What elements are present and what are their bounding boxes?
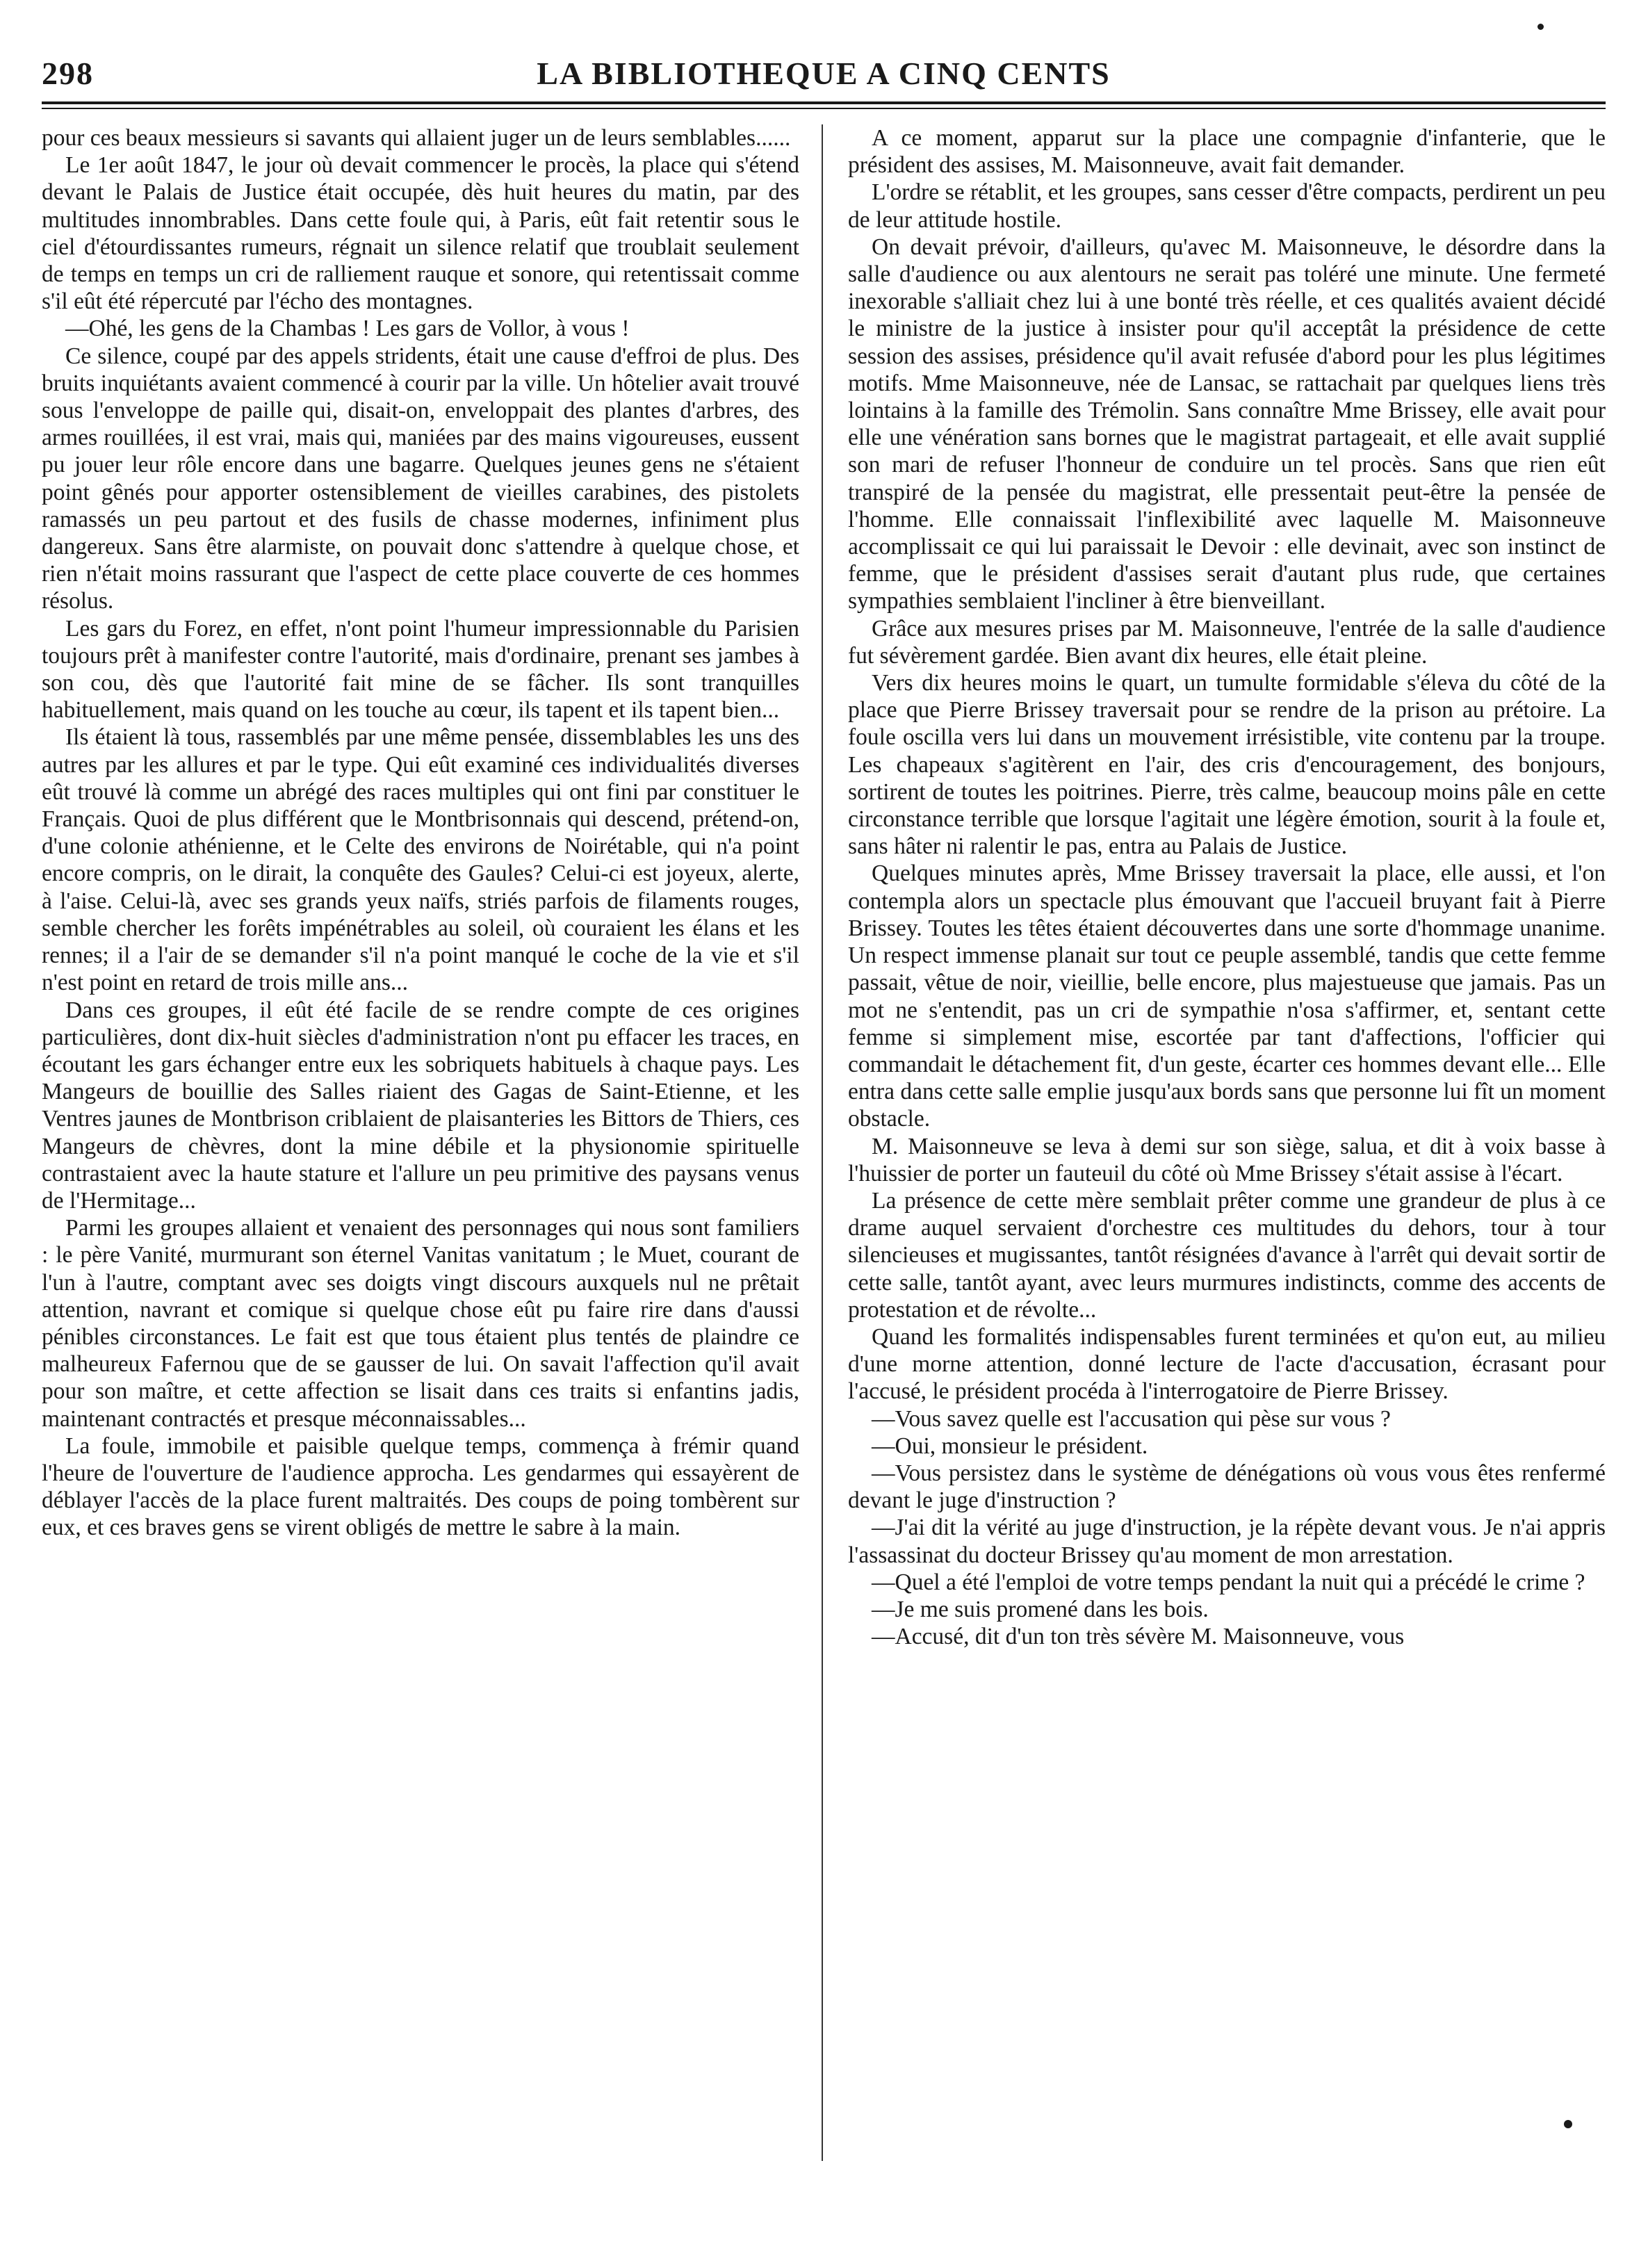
book-page	[42, 42, 1606, 2224]
paragraph: —Ohé, les gens de la Chambas ! Les gars de Vollor, à vous !	[65, 316, 630, 342]
paragraph: Parmi les groupes allaient et venaient des personnages qui nous sont familiers : le père Vanité, murmurant son éternel Vanitas vanitatum ; le Muet, courant de l'un à l'autre, comptant avec ses doigts vingt discours auxquels nul ne prêtait attention, navrant et comique si quelque chose eût pu faire rire dans d'aussi pénibles circonstances. Le fait est que tous étaient plus tentés de plaindre ce malheureux Fafernou que de se gausser de lui. On savait l'affection qu'il avait pour son maître, et cette affection se lisait dans ces traits si enfantins jadis, maintenant contractés et presque méconnaissables...	[42, 1215, 799, 1432]
column-divider	[822, 124, 823, 2161]
paragraph: Quand les formalités indispensables furent terminées et qu'on eut, au milieu d'une morne attention, donné lecture de l'acte d'accusation, écrasant pour l'accusé, le président procéda à l'interrogatoire de Pierre Brissey.	[848, 1323, 1606, 1405]
page-number: 298	[42, 56, 94, 91]
paragraph: —Oui, monsieur le président.	[872, 1433, 1148, 1459]
page-header	[42, 42, 1606, 92]
paragraph: Le 1er août 1847, le jour où devait commencer le procès, la place qui s'étend devant le Palais de Justice était occupée, dès huit heures du matin, par des multitudes innombrables. Dans cette foule qui, à Paris, eût fait retentir sous le ciel d'étourdissantes rumeurs, régnait un silence relatif que troublait seulement de temps en temps un cri de ralliement rauque et sonore, qui retentissait comme s'il eût été répercuté par l'écho des montagnes.	[42, 152, 799, 315]
paragraph: On devait prévoir, d'ailleurs, qu'avec M. Maisonneuve, le désordre dans la salle d'audience ou aux alentours ne serait pas toléré une minute. Une fermeté inexorable s'alliait chez lui à une bonté très réelle, et ces qualités avaient décidé le ministre de la justice à insister pour qu'il acceptât la présidence de cette session des assises, présidence qu'il avait refusée d'abord pour les plus légitimes motifs. Mme Maisonneuve, née de Lansac, se rattachait par quelques liens très lointains à la famille des Trémolin. Sans connaître Mme Brissey, elle avait pour elle une vénération sans bornes que le magistrat partageait, et elle avait supplié son mari de refuser l'honneur de conduire un tel procès. Sans que rien eût transpiré de la pensée du magistrat, elle pressentait peut-être la pensée de l'homme. Elle connaissait l'inflexibilité avec laquelle M. Maisonneuve accomplissait ce qui lui paraissait le Devoir : elle devinait, avec son instinct de femme, que le président d'assises serait d'autant plus rude, que certaines sympathies semblaient l'incliner à être bienveillant.	[848, 234, 1606, 614]
paragraph: L'ordre se rétablit, et les groupes, sans cesser d'être compacts, perdirent un peu de leur attitude hostile.	[848, 179, 1606, 233]
paragraph: Dans ces groupes, il eût été facile de se rendre compte de ces origines particulières, dont dix-huit siècles d'administration n'ont pu effacer les traces, en écoutant les gars échanger entre eux les sobriquets habituels à chaque pays. Les Mangeurs de bouillie des Salles riaient des Gagas de Saint-Etienne, et les Ventres jaunes de Montbrison criblaient de plaisanteries les Bittors de Thiers, ces Mangeurs de chèvres, dont la mine débile et la physionomie spirituelle contrastaient avec la haute stature et l'allure un peu primitive des paysans venus de l'Hermitage...	[42, 997, 799, 1214]
paragraph: —J'ai dit la vérité au juge d'instruction, je la répète devant vous. Je n'ai appris l'assassinat du docteur Brissey qu'au moment de mon arrestation.	[848, 1515, 1606, 1568]
paragraph: —Je me suis promené dans les bois.	[872, 1596, 1209, 1622]
right-column	[848, 124, 1606, 2210]
paragraph: Ils étaient là tous, rassemblés par une même pensée, dissemblables les uns des autres par les allures et par le type. Qui eût examiné ces individualités diverses eût trouvé là comme un abrégé des races multiples qui ont fini par constituer le Français. Quoi de plus différent que le Montbrisonnais qui descend, prétend-on, d'une colonie athénienne, et le Celte des environs de Noirétable, qui n'a point encore compris, on le dirait, la conquête des Gaules? Celui-ci est joyeux, alerte, à l'aise. Celui-là, avec ses grands yeux naïfs, striés parfois de filaments rouges, semble chercher les forêts impénétrables au soleil, où couraient les élans et les rennes; il a l'air de se demander s'il n'a point manqué le coche de la vie et s'il n'est point en retard de trois mille ans...	[42, 724, 799, 996]
paragraph: —Vous savez quelle est l'accusation qui pèse sur vous ?	[872, 1405, 1391, 1432]
text-columns	[42, 124, 1606, 2210]
paragraph: La foule, immobile et paisible quelque temps, commença à frémir quand l'heure de l'ouverture de l'audience approcha. Les gendarmes qui essayèrent de déblayer l'accès de la place furent maltraités. Des coups de poing tombèrent sur eux, et ces braves gens se virent obligés de mettre le sabre à la main.	[42, 1433, 799, 1541]
paragraph: La présence de cette mère semblait prêter comme une grandeur de plus à ce drame auquel servaient d'orchestre ces multitudes du dehors, tour à tour silencieuses et mugissantes, tantôt résignées d'avance à l'arrêt qui devait sortir de cette salle, tantôt ayant, avec leurs murmures indistincts, comme des accents de protestation et de révolte...	[848, 1187, 1606, 1323]
paragraph: pour ces beaux messieurs si savants qui allaient juger un de leurs semblables......	[42, 125, 791, 151]
left-column	[42, 124, 799, 2210]
print-speck	[1564, 2120, 1572, 2128]
paragraph: Ce silence, coupé par des appels stridents, était une cause d'effroi de plus. Des bruits inquiétants avaient commencé à courir par la ville. Un hôtelier avait trouvé sous l'enveloppe de paille qui, disait-on, enveloppait des plantes d'arbres, des armes rouillées, il est vrai, mais qui, maniées par des mains vigoureuses, eussent pu jouer leur rôle encore dans une bagarre. Quelques jeunes gens ne s'étaient point gênés pour apporter ostensiblement de vieilles carabines, des pistolets ramassés un peu partout et des fusils de chasse modernes, infiniment plus dangereux. Sans être alarmiste, on pouvait donc s'attendre à quelque chose, et rien n'était moins rassurant que l'aspect de cette place couverte de ces hommes résolus.	[42, 343, 799, 614]
paragraph: Quelques minutes après, Mme Brissey traversait la place, elle aussi, et l'on contempla alors un spectacle plus émouvant que l'accueil bruyant fait à Pierre Brissey. Toutes les têtes étaient découvertes dans une sorte d'hommage unanime. Un respect immense planait sur tout ce peuple assemblé, tandis que cette femme passait, vêtue de noir, vieillie, belle encore, plus majestueuse que jamais. Pas un mot ne s'entendit, pas un cri de sympathie n'osa s'affirmer, et, sentant cette femme si simplement mise, escortée par tant d'affections, l'officier qui commandait le détachement fit, d'un geste, écarter ces hommes devant elle... Elle entra dans cette salle emplie jusqu'aux bords sans que personne lui fît un moment obstacle.	[848, 860, 1606, 1132]
paragraph: Vers dix heures moins le quart, un tumulte formidable s'éleva du côté de la place que Pierre Brissey traversait pour se rendre de la prison au prétoire. La foule oscilla vers lui dans un mouvement irrésistible, vite contenu par la troupe. Les chapeaux s'agitèrent en l'air, des cris d'encouragement, des bonjours, sortirent de toutes les poitrines. Pierre, très calme, beaucoup moins pâle en cette circonstance terrible que lorsque l'agitait une légère émotion, sourit à la foule et, sans hâter ni ralentir le pas, entra au Palais de Justice.	[848, 670, 1606, 860]
running-title: LA BIBLIOTHEQUE A CINQ CENTS	[537, 56, 1111, 91]
paragraph: Les gars du Forez, en effet, n'ont point l'humeur impressionnable du Parisien toujours prêt à manifester contre l'autorité, mais d'ordinaire, prenant ses jambes à son cou, dès que l'autorité fait mine de se fâcher. Ils sont tranquilles habituellement, mais quand on les touche au cœur, ils tapent et ils tapent bien...	[42, 615, 799, 724]
paragraph: A ce moment, apparut sur la place une compagnie d'infanterie, que le président des assises, M. Maisonneuve, avait fait demander.	[848, 125, 1606, 179]
paragraph: M. Maisonneuve se leva à demi sur son siège, salua, et dit à voix basse à l'huissier de porter un fauteuil du côté où Mme Brissey s'était assise à l'écart.	[848, 1133, 1606, 1186]
paragraph: —Accusé, dit d'un ton très sévère M. Maisonneuve, vous	[872, 1624, 1405, 1650]
paragraph: —Quel a été l'emploi de votre temps pendant la nuit qui a précédé le crime ?	[872, 1569, 1585, 1595]
paragraph: Grâce aux mesures prises par M. Maisonneuve, l'entrée de la salle d'audience fut sévèrement gardée. Bien avant dix heures, elle était pleine.	[848, 615, 1606, 669]
paragraph: —Vous persistez dans le système de dénégations où vous vous êtes renfermé devant le juge d'instruction ?	[848, 1460, 1606, 1514]
header-rule	[42, 101, 1606, 109]
print-speck	[1537, 24, 1544, 30]
